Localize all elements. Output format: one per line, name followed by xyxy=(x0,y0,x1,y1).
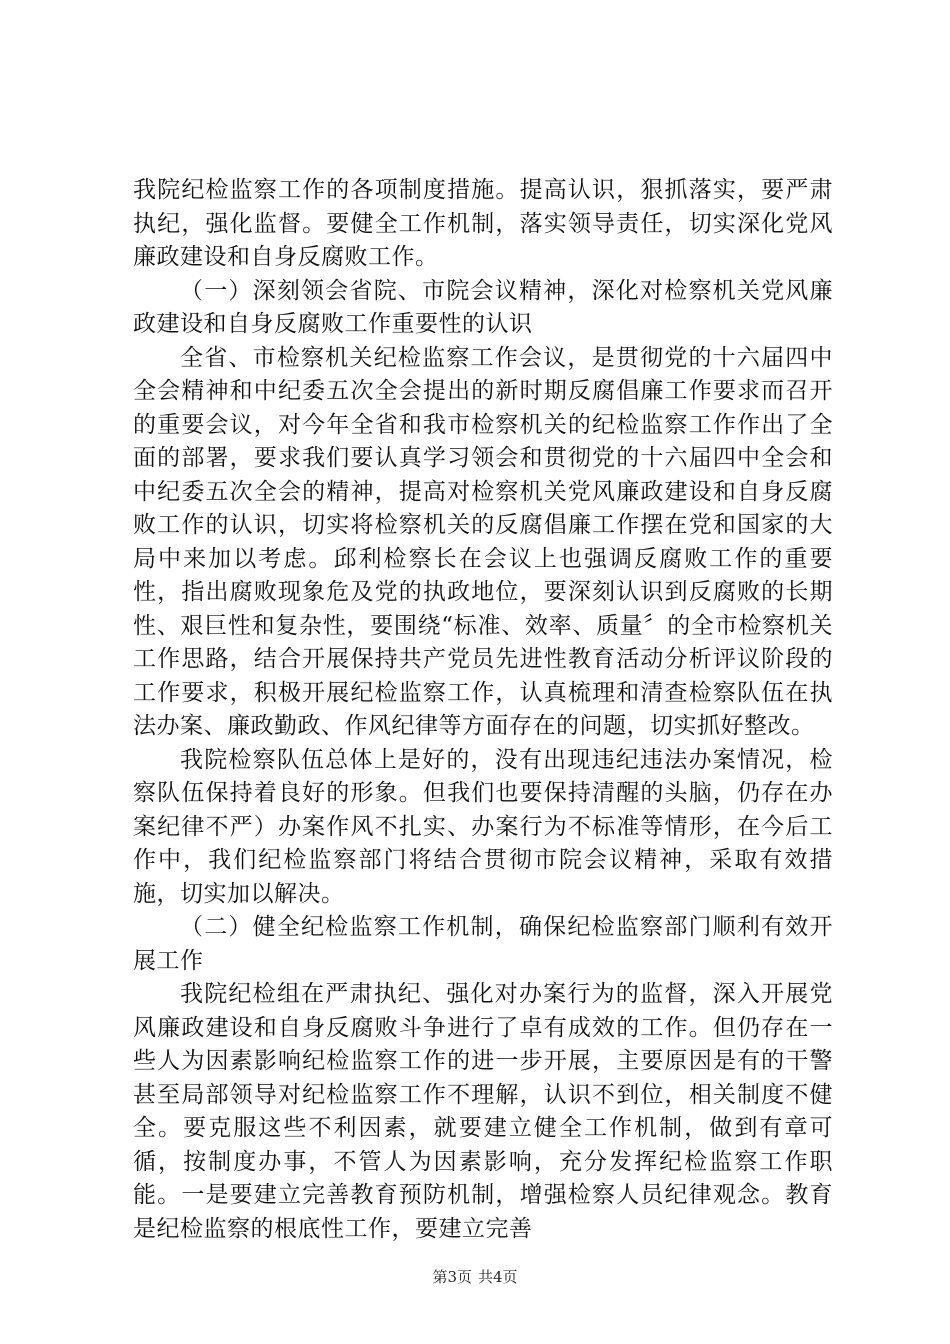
page-number: 第3页 xyxy=(432,1268,472,1286)
page-footer xyxy=(0,1267,950,1287)
paragraph-mechanism: 我院纪检组在严肃执纪、强化对办案行为的监督，深入开展党风廉政建设和自身反腐败斗争进行了卓有成效的工作。但仍存在一些人为因素影响纪检监察工作的进一步开展，主要原因是有的干警甚至局部领导对纪检监察工作不理解，认识不到位，相关制度不健全。要克服这些不利因素，就要建立健全工作机制，做到有章可循，按制度办事，不管人为因素影响，充分发挥纪检监察工作职能。一是要建立完善教育预防机制，增强检察人员纪律观念。教育是纪检监察的根底性工作，要建立完善 xyxy=(133,981,833,1242)
section-heading-1: （一）深刻领会省院、市院会议精神，深化对检察机关党风廉政建设和自身反腐败工作重要性的认识 xyxy=(133,277,833,337)
paragraph-conference: 全省、市检察机关纪检监察工作会议，是贯彻党的十六届四中全会精神和中纪委五次全会提出的新时期反腐倡廉工作要求而召开的重要会议，对今年全省和我市检察机关的纪检监察工作作出了全面的部署，要求我们要认真学习领会和贯彻党的十六届四中全会和中纪委五次全会的精神，提高对检察机关党风廉政建设和自身反腐败工作的认识，切实将检察机关的反腐倡廉工作摆在党和国家的大局中来加以考虑。邱利检察长在会议上也强调反腐败工作的重要性，指出腐败现象危及党的执政地位，要深刻认识到反腐败的长期性、艰巨性和复杂性，要围绕“标准、效率、质量〞的全市检察机关工作思路，结合开展保持共产党员先进性教育活动分析评议阶段的工作要求，积极开展纪检监察工作，认真梳理和清查检察队伍在执法办案、廉政勤政、作风纪律等方面存在的问题，切实抓好整改。 xyxy=(133,344,833,739)
document-body xyxy=(133,174,833,1246)
section-heading-2: （二）健全纪检监察工作机制，确保纪检监察部门顺利有效开展工作 xyxy=(133,914,833,974)
paragraph-team-status: 我院检察队伍总体上是好的，没有出现违纪违法办案情况，检察队伍保持着良好的形象。但我们也要保持清醒的头脑，仍存在办案纪律不严）办案作风不扎实、办案行为不标准等情形，在今后工作中，我们纪检监察部门将结合贯彻市院会议精神，采取有效措施，切实加以解决。 xyxy=(133,746,833,907)
page-total: 共4页 xyxy=(478,1268,518,1286)
paragraph-intro: 我院纪检监察工作的各项制度措施。提高认识，狠抓落实，要严肃执纪，强化监督。要健全工作机制，落实领导责任，切实深化党风廉政建设和自身反腐败工作。 xyxy=(133,177,833,270)
